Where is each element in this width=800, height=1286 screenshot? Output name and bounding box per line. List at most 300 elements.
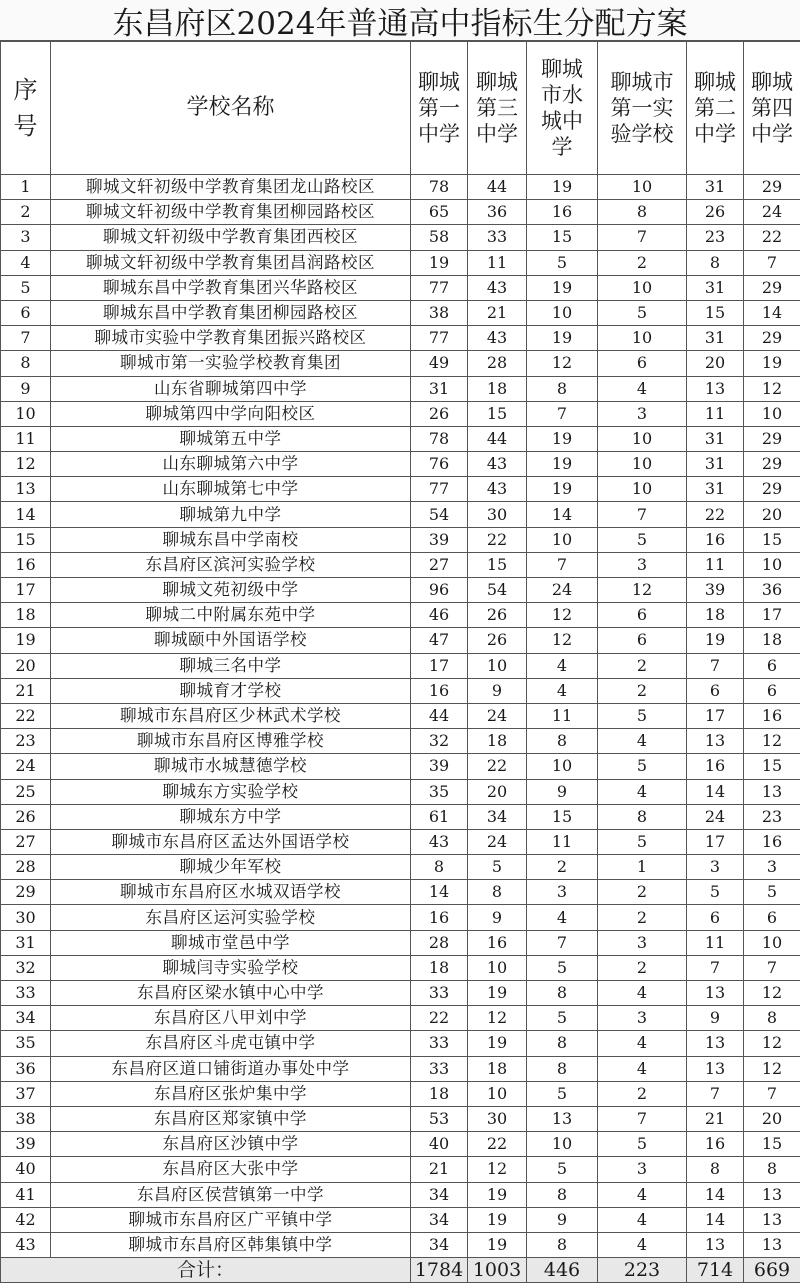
row-school-name: 聊城第九中学 (51, 502, 411, 527)
header-col-line: 聊城 (476, 69, 518, 94)
row-quota-col-4: 2 (598, 955, 687, 980)
row-quota-col-4: 3 (598, 552, 687, 577)
row-quota-col-2: 43 (468, 326, 527, 351)
row-quota-col-4: 3 (598, 930, 687, 955)
row-seq: 20 (1, 653, 51, 678)
row-school-name: 聊城文苑初级中学 (51, 578, 411, 603)
row-school-name: 东昌府区侯营镇第一中学 (51, 1182, 411, 1207)
row-quota-col-3: 10 (527, 527, 598, 552)
row-quota-col-4: 10 (598, 452, 687, 477)
row-quota-col-6: 8 (744, 1006, 800, 1031)
row-quota-col-6: 17 (744, 603, 800, 628)
header-col-1 (411, 41, 468, 175)
row-seq: 21 (1, 678, 51, 703)
row-quota-col-5: 13 (687, 1232, 744, 1257)
header-col-line: 聊城 (418, 69, 460, 94)
row-quota-col-2: 18 (468, 729, 527, 754)
row-quota-col-1: 27 (411, 552, 468, 577)
header-col-line: 第一 (418, 95, 460, 120)
header-col-5 (687, 41, 744, 175)
row-school-name: 聊城颐中外国语学校 (51, 628, 411, 653)
table-row (1, 200, 800, 225)
row-quota-col-6: 7 (744, 250, 800, 275)
row-quota-col-3: 16 (527, 200, 598, 225)
row-quota-col-2: 24 (468, 703, 527, 728)
row-quota-col-3: 12 (527, 351, 598, 376)
row-school-name: 聊城市东昌府区少林武术学校 (51, 703, 411, 728)
row-quota-col-5: 23 (687, 225, 744, 250)
total-col-3: 446 (527, 1258, 598, 1283)
total-col-1: 1784 (411, 1258, 468, 1283)
row-school-name: 聊城市东昌府区广平镇中学 (51, 1207, 411, 1232)
row-seq: 43 (1, 1232, 51, 1257)
header-col-line: 聊城 (694, 69, 736, 94)
row-quota-col-2: 22 (468, 1132, 527, 1157)
table-row (1, 1207, 800, 1232)
row-quota-col-5: 13 (687, 729, 744, 754)
row-quota-col-3: 11 (527, 829, 598, 854)
row-quota-col-3: 2 (527, 855, 598, 880)
row-quota-col-5: 11 (687, 552, 744, 577)
row-quota-col-2: 24 (468, 829, 527, 854)
table-row (1, 779, 800, 804)
table-row (1, 653, 800, 678)
row-quota-col-3: 12 (527, 603, 598, 628)
row-quota-col-2: 21 (468, 300, 527, 325)
row-quota-col-4: 1 (598, 855, 687, 880)
row-school-name: 东昌府区道口铺街道办事处中学 (51, 1056, 411, 1081)
row-quota-col-6: 15 (744, 527, 800, 552)
row-school-name: 聊城市堂邑中学 (51, 930, 411, 955)
row-seq: 28 (1, 855, 51, 880)
row-seq: 8 (1, 351, 51, 376)
row-quota-col-6: 20 (744, 502, 800, 527)
row-quota-col-3: 24 (527, 578, 598, 603)
row-quota-col-1: 14 (411, 880, 468, 905)
table-row (1, 1132, 800, 1157)
row-quota-col-3: 7 (527, 552, 598, 577)
row-quota-col-5: 31 (687, 452, 744, 477)
row-seq: 14 (1, 502, 51, 527)
row-quota-col-2: 43 (468, 452, 527, 477)
row-school-name: 聊城二中附属东苑中学 (51, 603, 411, 628)
row-quota-col-3: 14 (527, 502, 598, 527)
row-quota-col-1: 78 (411, 175, 468, 200)
row-quota-col-3: 7 (527, 930, 598, 955)
row-quota-col-2: 28 (468, 351, 527, 376)
row-seq: 29 (1, 880, 51, 905)
row-quota-col-2: 19 (468, 981, 527, 1006)
row-quota-col-3: 4 (527, 905, 598, 930)
table-row (1, 426, 800, 451)
row-quota-col-4: 4 (598, 1207, 687, 1232)
row-quota-col-4: 4 (598, 729, 687, 754)
row-school-name: 聊城市东昌府区水城双语学校 (51, 880, 411, 905)
row-seq: 16 (1, 552, 51, 577)
row-quota-col-1: 32 (411, 729, 468, 754)
row-school-name: 聊城文轩初级中学教育集团西校区 (51, 225, 411, 250)
row-quota-col-3: 5 (527, 1006, 598, 1031)
table-row (1, 552, 800, 577)
header-seq-line: 号 (13, 111, 38, 140)
row-quota-col-3: 19 (527, 477, 598, 502)
row-quota-col-6: 20 (744, 1106, 800, 1131)
total-col-5: 714 (687, 1258, 744, 1283)
row-quota-col-2: 36 (468, 200, 527, 225)
row-quota-col-1: 46 (411, 603, 468, 628)
row-quota-col-5: 8 (687, 1157, 744, 1182)
row-seq: 24 (1, 754, 51, 779)
table-row (1, 628, 800, 653)
row-quota-col-5: 13 (687, 1056, 744, 1081)
table-row (1, 452, 800, 477)
table-row (1, 1182, 800, 1207)
row-quota-col-2: 12 (468, 1157, 527, 1182)
row-quota-col-2: 22 (468, 754, 527, 779)
row-quota-col-5: 7 (687, 653, 744, 678)
table-row (1, 1081, 800, 1106)
row-quota-col-6: 10 (744, 401, 800, 426)
row-quota-col-2: 26 (468, 603, 527, 628)
row-quota-col-1: 44 (411, 703, 468, 728)
row-quota-col-3: 10 (527, 754, 598, 779)
row-quota-col-6: 12 (744, 729, 800, 754)
header-col-line: 学 (551, 134, 573, 159)
row-quota-col-2: 19 (468, 1031, 527, 1056)
row-quota-col-3: 8 (527, 376, 598, 401)
row-quota-col-4: 10 (598, 275, 687, 300)
table-row (1, 855, 800, 880)
row-quota-col-6: 10 (744, 552, 800, 577)
row-quota-col-2: 10 (468, 955, 527, 980)
row-quota-col-2: 19 (468, 1207, 527, 1232)
row-quota-col-5: 26 (687, 200, 744, 225)
table-row (1, 225, 800, 250)
table-row (1, 1106, 800, 1131)
row-quota-col-4: 2 (598, 880, 687, 905)
row-quota-col-3: 10 (527, 300, 598, 325)
row-quota-col-6: 24 (744, 200, 800, 225)
row-quota-col-6: 29 (744, 477, 800, 502)
table-row (1, 376, 800, 401)
row-quota-col-4: 3 (598, 1157, 687, 1182)
row-quota-col-1: 38 (411, 300, 468, 325)
row-quota-col-2: 9 (468, 678, 527, 703)
row-seq: 42 (1, 1207, 51, 1232)
row-quota-col-2: 19 (468, 1182, 527, 1207)
row-quota-col-4: 5 (598, 703, 687, 728)
row-quota-col-6: 16 (744, 703, 800, 728)
row-quota-col-3: 8 (527, 1232, 598, 1257)
row-school-name: 东昌府区张炉集中学 (51, 1081, 411, 1106)
row-quota-col-1: 26 (411, 401, 468, 426)
row-seq: 6 (1, 300, 51, 325)
row-quota-col-2: 15 (468, 552, 527, 577)
row-quota-col-2: 33 (468, 225, 527, 250)
row-school-name: 聊城文轩初级中学教育集团昌润路校区 (51, 250, 411, 275)
row-quota-col-6: 14 (744, 300, 800, 325)
row-quota-col-5: 39 (687, 578, 744, 603)
table-row (1, 930, 800, 955)
row-quota-col-3: 19 (527, 452, 598, 477)
row-quota-col-4: 2 (598, 1081, 687, 1106)
table-body (1, 175, 800, 1283)
row-quota-col-5: 6 (687, 678, 744, 703)
row-quota-col-5: 11 (687, 401, 744, 426)
row-quota-col-1: 18 (411, 955, 468, 980)
row-quota-col-3: 12 (527, 628, 598, 653)
row-quota-col-3: 5 (527, 955, 598, 980)
table-row (1, 275, 800, 300)
row-quota-col-3: 8 (527, 981, 598, 1006)
row-quota-col-6: 13 (744, 1207, 800, 1232)
row-quota-col-1: 16 (411, 905, 468, 930)
header-row (1, 41, 800, 175)
row-quota-col-5: 31 (687, 175, 744, 200)
row-quota-col-3: 8 (527, 729, 598, 754)
table-row (1, 578, 800, 603)
total-col-6: 669 (744, 1258, 800, 1283)
row-seq: 17 (1, 578, 51, 603)
row-quota-col-4: 2 (598, 905, 687, 930)
row-quota-col-6: 10 (744, 930, 800, 955)
row-quota-col-5: 31 (687, 477, 744, 502)
row-school-name: 聊城三名中学 (51, 653, 411, 678)
row-quota-col-1: 33 (411, 981, 468, 1006)
row-seq: 39 (1, 1132, 51, 1157)
row-quota-col-3: 11 (527, 703, 598, 728)
row-quota-col-1: 33 (411, 1031, 468, 1056)
row-quota-col-3: 8 (527, 1031, 598, 1056)
row-quota-col-5: 7 (687, 955, 744, 980)
row-quota-col-6: 15 (744, 1132, 800, 1157)
row-seq: 27 (1, 829, 51, 854)
row-quota-col-2: 43 (468, 275, 527, 300)
row-quota-col-1: 19 (411, 250, 468, 275)
row-seq: 30 (1, 905, 51, 930)
row-quota-col-6: 15 (744, 754, 800, 779)
row-quota-col-5: 13 (687, 376, 744, 401)
row-quota-col-4: 6 (598, 603, 687, 628)
row-quota-col-1: 34 (411, 1207, 468, 1232)
row-quota-col-2: 10 (468, 653, 527, 678)
row-quota-col-3: 10 (527, 1132, 598, 1157)
row-quota-col-1: 18 (411, 1081, 468, 1106)
allocation-table (0, 40, 800, 1283)
header-col-line: 验学校 (610, 121, 674, 146)
row-quota-col-2: 26 (468, 628, 527, 653)
row-quota-col-1: 34 (411, 1182, 468, 1207)
row-quota-col-1: 65 (411, 200, 468, 225)
header-col-line: 城中 (541, 108, 583, 133)
header-col-4 (598, 41, 687, 175)
row-quota-col-5: 22 (687, 502, 744, 527)
row-quota-col-4: 7 (598, 225, 687, 250)
header-col-line: 中学 (476, 121, 518, 146)
row-quota-col-5: 8 (687, 250, 744, 275)
row-quota-col-1: 53 (411, 1106, 468, 1131)
row-quota-col-4: 4 (598, 1031, 687, 1056)
row-quota-col-1: 33 (411, 1056, 468, 1081)
row-quota-col-1: 40 (411, 1132, 468, 1157)
row-quota-col-1: 77 (411, 477, 468, 502)
row-seq: 26 (1, 804, 51, 829)
row-quota-col-2: 11 (468, 250, 527, 275)
row-quota-col-5: 5 (687, 880, 744, 905)
row-quota-col-1: 39 (411, 527, 468, 552)
table-row (1, 804, 800, 829)
table-row (1, 1006, 800, 1031)
table-row (1, 351, 800, 376)
row-school-name: 东昌府区运河实验学校 (51, 905, 411, 930)
row-quota-col-2: 18 (468, 376, 527, 401)
row-quota-col-1: 39 (411, 754, 468, 779)
row-school-name: 山东聊城第六中学 (51, 452, 411, 477)
row-school-name: 东昌府区郑家镇中学 (51, 1106, 411, 1131)
row-quota-col-5: 18 (687, 603, 744, 628)
row-quota-col-4: 2 (598, 678, 687, 703)
row-quota-col-6: 6 (744, 905, 800, 930)
row-seq: 32 (1, 955, 51, 980)
row-quota-col-5: 9 (687, 1006, 744, 1031)
table-row (1, 527, 800, 552)
row-school-name: 聊城市东昌府区孟达外国语学校 (51, 829, 411, 854)
row-quota-col-4: 10 (598, 175, 687, 200)
row-quota-col-4: 12 (598, 578, 687, 603)
row-quota-col-4: 2 (598, 653, 687, 678)
row-quota-col-2: 15 (468, 401, 527, 426)
row-quota-col-4: 3 (598, 1006, 687, 1031)
row-seq: 41 (1, 1182, 51, 1207)
table-row (1, 603, 800, 628)
row-quota-col-2: 44 (468, 426, 527, 451)
table-row (1, 300, 800, 325)
row-seq: 40 (1, 1157, 51, 1182)
row-quota-col-4: 10 (598, 426, 687, 451)
row-quota-col-3: 9 (527, 779, 598, 804)
header-col-line: 第三 (476, 95, 518, 120)
row-school-name: 聊城文轩初级中学教育集团柳园路校区 (51, 200, 411, 225)
row-quota-col-4: 4 (598, 376, 687, 401)
header-col-line: 第二 (694, 95, 736, 120)
table-row (1, 880, 800, 905)
header-col-line: 第四 (751, 95, 793, 120)
table-row (1, 955, 800, 980)
table-row (1, 981, 800, 1006)
row-quota-col-5: 13 (687, 1031, 744, 1056)
row-seq: 18 (1, 603, 51, 628)
row-seq: 3 (1, 225, 51, 250)
row-quota-col-1: 58 (411, 225, 468, 250)
row-quota-col-4: 5 (598, 527, 687, 552)
row-quota-col-3: 15 (527, 804, 598, 829)
row-quota-col-3: 19 (527, 275, 598, 300)
table-row (1, 326, 800, 351)
row-quota-col-5: 14 (687, 1207, 744, 1232)
row-seq: 12 (1, 452, 51, 477)
row-quota-col-2: 10 (468, 1081, 527, 1106)
row-quota-col-6: 7 (744, 1081, 800, 1106)
row-quota-col-2: 34 (468, 804, 527, 829)
row-seq: 10 (1, 401, 51, 426)
row-quota-col-1: 21 (411, 1157, 468, 1182)
row-quota-col-1: 96 (411, 578, 468, 603)
table-row (1, 829, 800, 854)
row-seq: 31 (1, 930, 51, 955)
row-seq: 7 (1, 326, 51, 351)
row-seq: 25 (1, 779, 51, 804)
row-quota-col-1: 49 (411, 351, 468, 376)
row-quota-col-1: 77 (411, 275, 468, 300)
total-col-2: 1003 (468, 1258, 527, 1283)
row-school-name: 东昌府区梁水镇中心中学 (51, 981, 411, 1006)
row-quota-col-2: 20 (468, 779, 527, 804)
row-quota-col-6: 19 (744, 351, 800, 376)
row-quota-col-2: 18 (468, 1056, 527, 1081)
table-row (1, 754, 800, 779)
row-quota-col-6: 12 (744, 981, 800, 1006)
row-quota-col-3: 8 (527, 1182, 598, 1207)
total-row (1, 1258, 800, 1283)
row-quota-col-1: 47 (411, 628, 468, 653)
row-school-name: 东昌府区滨河实验学校 (51, 552, 411, 577)
row-quota-col-2: 43 (468, 477, 527, 502)
row-quota-col-5: 24 (687, 804, 744, 829)
row-quota-col-2: 5 (468, 855, 527, 880)
row-quota-col-6: 12 (744, 376, 800, 401)
row-quota-col-2: 30 (468, 1106, 527, 1131)
header-col-3 (527, 41, 598, 175)
row-school-name: 聊城东方中学 (51, 804, 411, 829)
row-seq: 35 (1, 1031, 51, 1056)
header-seq (1, 41, 51, 175)
row-quota-col-5: 31 (687, 275, 744, 300)
row-quota-col-4: 4 (598, 1056, 687, 1081)
row-quota-col-2: 30 (468, 502, 527, 527)
row-seq: 1 (1, 175, 51, 200)
row-seq: 22 (1, 703, 51, 728)
row-quota-col-4: 8 (598, 804, 687, 829)
row-quota-col-6: 29 (744, 426, 800, 451)
header-seq-line: 序 (13, 75, 38, 104)
row-quota-col-1: 17 (411, 653, 468, 678)
header-school-name: 学校名称 (51, 41, 411, 175)
row-school-name: 东昌府区八甲刘中学 (51, 1006, 411, 1031)
row-quota-col-5: 17 (687, 829, 744, 854)
row-seq: 23 (1, 729, 51, 754)
row-quota-col-4: 7 (598, 1106, 687, 1131)
row-seq: 13 (1, 477, 51, 502)
row-quota-col-1: 22 (411, 1006, 468, 1031)
row-quota-col-2: 22 (468, 527, 527, 552)
row-seq: 2 (1, 200, 51, 225)
table-row (1, 1157, 800, 1182)
row-school-name: 聊城东方实验学校 (51, 779, 411, 804)
row-quota-col-4: 3 (598, 401, 687, 426)
row-quota-col-6: 29 (744, 275, 800, 300)
row-school-name: 山东聊城第七中学 (51, 477, 411, 502)
row-school-name: 山东省聊城第四中学 (51, 376, 411, 401)
row-quota-col-5: 15 (687, 300, 744, 325)
row-quota-col-5: 31 (687, 426, 744, 451)
row-seq: 36 (1, 1056, 51, 1081)
row-quota-col-1: 77 (411, 326, 468, 351)
table-row (1, 703, 800, 728)
total-label: 合计： (1, 1258, 411, 1283)
row-quota-col-4: 5 (598, 754, 687, 779)
row-school-name: 聊城育才学校 (51, 678, 411, 703)
header-col-line: 中学 (418, 121, 460, 146)
